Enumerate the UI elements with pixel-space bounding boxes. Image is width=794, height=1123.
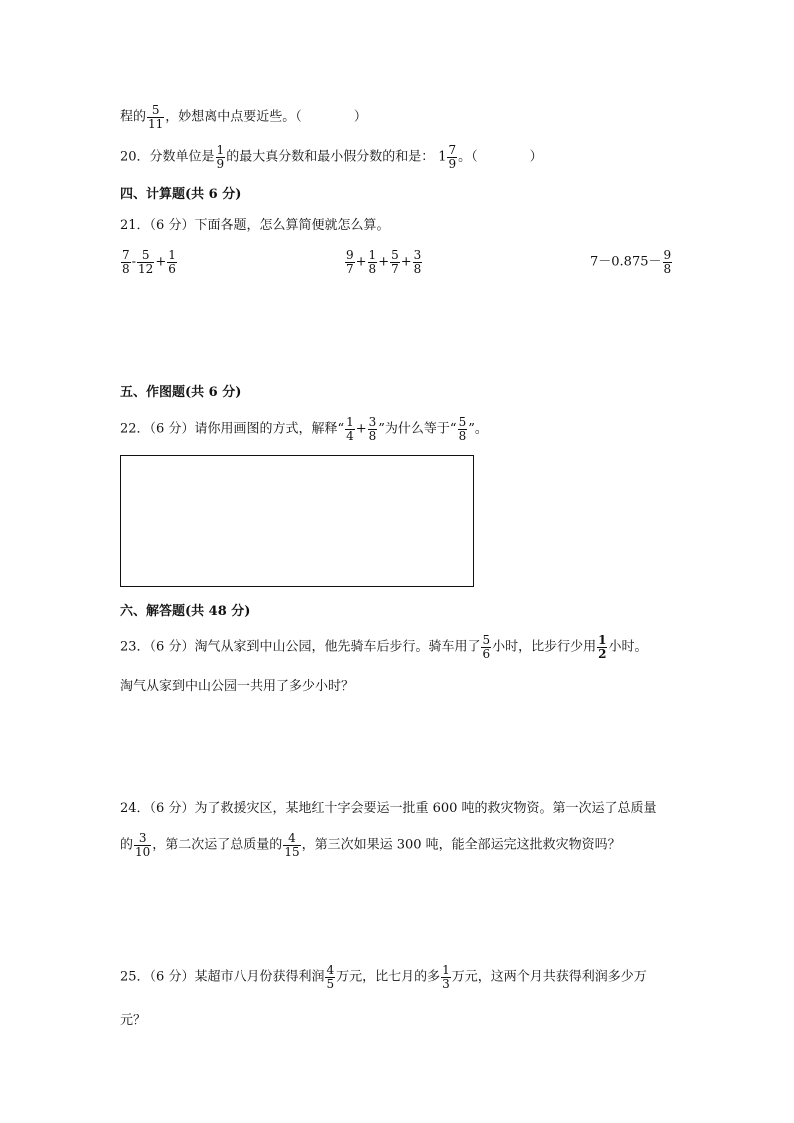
fraction: $\frac{3}{10}$ [135, 831, 151, 859]
fraction: $\frac{5}{12}$ [138, 248, 154, 276]
q21-expression-1: $\frac{7}{8}$ - $\frac{5}{12}$ + $\frac{1}{6}$ [122, 248, 176, 276]
section-4-heading: 四、计算题(共 6 分) [120, 187, 242, 202]
q21-stem: 21．（6 分）下面各题，怎么算简便就怎么算。 [120, 218, 390, 233]
q20-line: 20．分数单位是 $\frac{1}{9}$ 的最大真分数和最小假分数的和是： 1 $\frac{7}{9}$ 。（ ） [120, 143, 543, 171]
fraction: $\frac{5}{8}$ [458, 415, 467, 443]
fraction: $\frac{4}{5}$ [326, 963, 335, 991]
q24-line-1: 24．（6 分）为了救援灾区，某地红十字会要运一批重 600 吨的救灾物资。第一次运了总质量 [120, 801, 657, 816]
fraction: $\frac{3}{8}$ [368, 415, 377, 443]
q25-line-1: 25．（6 分）某超市八月份获得利润 $\frac{4}{5}$ 万元，比七月的多 $\frac{1}{3}$ 万元，这两个月共获得利润多少万 [120, 963, 647, 991]
q21-expression-2: $\frac{9}{7}$ + $\frac{1}{8}$ + $\frac{5}{7}$ + $\frac{3}{8}$ [346, 248, 422, 276]
q24-line-2: 的 $\frac{3}{10}$ ，第二次运了总质量的 $\frac{4}{15}$ ，第三次如果运 300 吨，能全部运完这批救灾物资吗？ [120, 831, 621, 859]
fraction: $\frac{4}{15}$ [284, 831, 300, 859]
fraction: $\frac{9}{8}$ [663, 248, 672, 276]
q21-expression-3: 7－0.875－ $\frac{9}{8}$ [590, 248, 672, 276]
fraction: $\frac{5}{11}$ [148, 103, 164, 131]
drawing-area-box[interactable] [120, 455, 474, 587]
section-5-heading: 五、作图题(共 6 分) [120, 385, 242, 400]
fraction: $\frac{9}{7}$ [346, 248, 354, 276]
fraction: $\frac{1}{6}$ [168, 248, 176, 276]
fraction: $\frac{5}{7}$ [391, 248, 399, 276]
q23-line-2: 淘气从家到中山公园一共用了多少小时？ [120, 679, 355, 694]
q22-line: 22．（6 分）请你用画图的方式，解释“ $\frac{1}{4}$ + $\frac{3}{8}$ ”为什么等于“ $\frac{5}{8}$ ”。 [120, 415, 488, 443]
fraction: $\frac{7}{8}$ [122, 248, 130, 276]
q23-line-1: 23．（6 分）淘气从家到中山公园，他先骑车后步行。骑车用了 $\frac{5}{6}$ 小时，比步行少用 $\frac{1}{2}$ 小时。 [120, 633, 648, 661]
fraction: $\frac{1}{8}$ [368, 248, 377, 276]
q19-tail-line: 程的 $\frac{5}{11}$ ，妙想离中点要近些。（ ） [120, 103, 367, 131]
fraction: $\frac{1}{2}$ [598, 633, 607, 661]
fraction: $\frac{3}{8}$ [413, 248, 422, 276]
fraction: $\frac{1}{3}$ [442, 963, 450, 991]
section-6-heading: 六、解答题(共 48 分) [120, 604, 251, 619]
q25-line-2: 元？ [120, 1013, 147, 1028]
fraction: $\frac{7}{9}$ [448, 143, 457, 171]
fraction: $\frac{5}{6}$ [482, 633, 491, 661]
fraction: $\frac{1}{9}$ [216, 143, 225, 171]
fraction: $\frac{1}{4}$ [346, 415, 354, 443]
